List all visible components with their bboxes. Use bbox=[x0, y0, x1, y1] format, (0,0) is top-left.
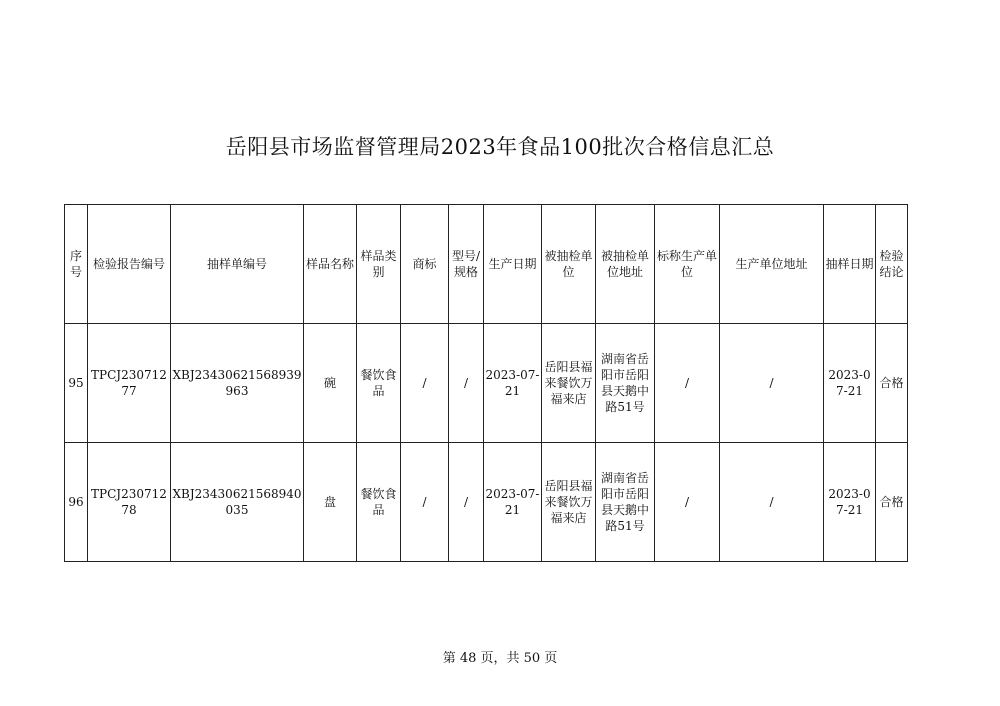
col-header-sampled-unit: 被抽检单位 bbox=[542, 205, 596, 324]
page-footer: 第 48 页，共 50 页 bbox=[442, 651, 558, 666]
cell-manufacturer-address: / bbox=[720, 324, 824, 443]
table-header-row bbox=[65, 205, 908, 324]
table-row bbox=[65, 324, 908, 443]
col-header-conclusion: 检验结论 bbox=[876, 205, 908, 324]
col-header-index: 序号 bbox=[65, 205, 88, 324]
cell-sampled-unit: 岳阳县福来餐饮万福来店 bbox=[542, 324, 596, 443]
results-table bbox=[64, 204, 908, 562]
cell-spec: / bbox=[449, 443, 484, 562]
cell-sample-category: 餐饮食品 bbox=[357, 443, 401, 562]
cell-manufacturer-address: / bbox=[720, 443, 824, 562]
cell-index: 95 bbox=[65, 324, 88, 443]
table-row bbox=[65, 443, 908, 562]
cell-sample-no: XBJ23430621568939963 bbox=[171, 324, 304, 443]
cell-sampled-unit-address: 湖南省岳阳市岳阳县天鹅中路51号 bbox=[596, 443, 655, 562]
cell-sampling-date: 2023-07-21 bbox=[824, 324, 876, 443]
cell-sampled-unit: 岳阳县福来餐饮万福来店 bbox=[542, 443, 596, 562]
cell-spec: / bbox=[449, 324, 484, 443]
col-header-manufacturer-address: 生产单位地址 bbox=[720, 205, 824, 324]
col-header-sampling-date: 抽样日期 bbox=[824, 205, 876, 324]
cell-conclusion: 合格 bbox=[876, 324, 908, 443]
cell-brand: / bbox=[401, 324, 449, 443]
page-title: 岳阳县市场监督管理局2023年食品100批次合格信息汇总 bbox=[225, 135, 775, 159]
col-header-sample-name: 样品名称 bbox=[304, 205, 357, 324]
cell-report-no: TPCJ23071277 bbox=[88, 324, 171, 443]
cell-sample-no: XBJ23430621568940035 bbox=[171, 443, 304, 562]
col-header-brand: 商标 bbox=[401, 205, 449, 324]
col-header-production-date: 生产日期 bbox=[484, 205, 542, 324]
cell-sample-category: 餐饮食品 bbox=[357, 324, 401, 443]
cell-sample-name: 碗 bbox=[304, 324, 357, 443]
cell-conclusion: 合格 bbox=[876, 443, 908, 562]
cell-manufacturer: / bbox=[655, 443, 720, 562]
cell-production-date: 2023-07-21 bbox=[484, 443, 542, 562]
cell-production-date: 2023-07-21 bbox=[484, 324, 542, 443]
col-header-sample-no: 抽样单编号 bbox=[171, 205, 304, 324]
col-header-sampled-unit-address: 被抽检单位地址 bbox=[596, 205, 655, 324]
cell-sampling-date: 2023-07-21 bbox=[824, 443, 876, 562]
col-header-report-no: 检验报告编号 bbox=[88, 205, 171, 324]
cell-manufacturer: / bbox=[655, 324, 720, 443]
cell-sample-name: 盘 bbox=[304, 443, 357, 562]
col-header-spec: 型号/规格 bbox=[449, 205, 484, 324]
col-header-sample-category: 样品类别 bbox=[357, 205, 401, 324]
cell-sampled-unit-address: 湖南省岳阳市岳阳县天鹅中路51号 bbox=[596, 324, 655, 443]
cell-index: 96 bbox=[65, 443, 88, 562]
cell-brand: / bbox=[401, 443, 449, 562]
cell-report-no: TPCJ23071278 bbox=[88, 443, 171, 562]
col-header-manufacturer: 标称生产单位 bbox=[655, 205, 720, 324]
